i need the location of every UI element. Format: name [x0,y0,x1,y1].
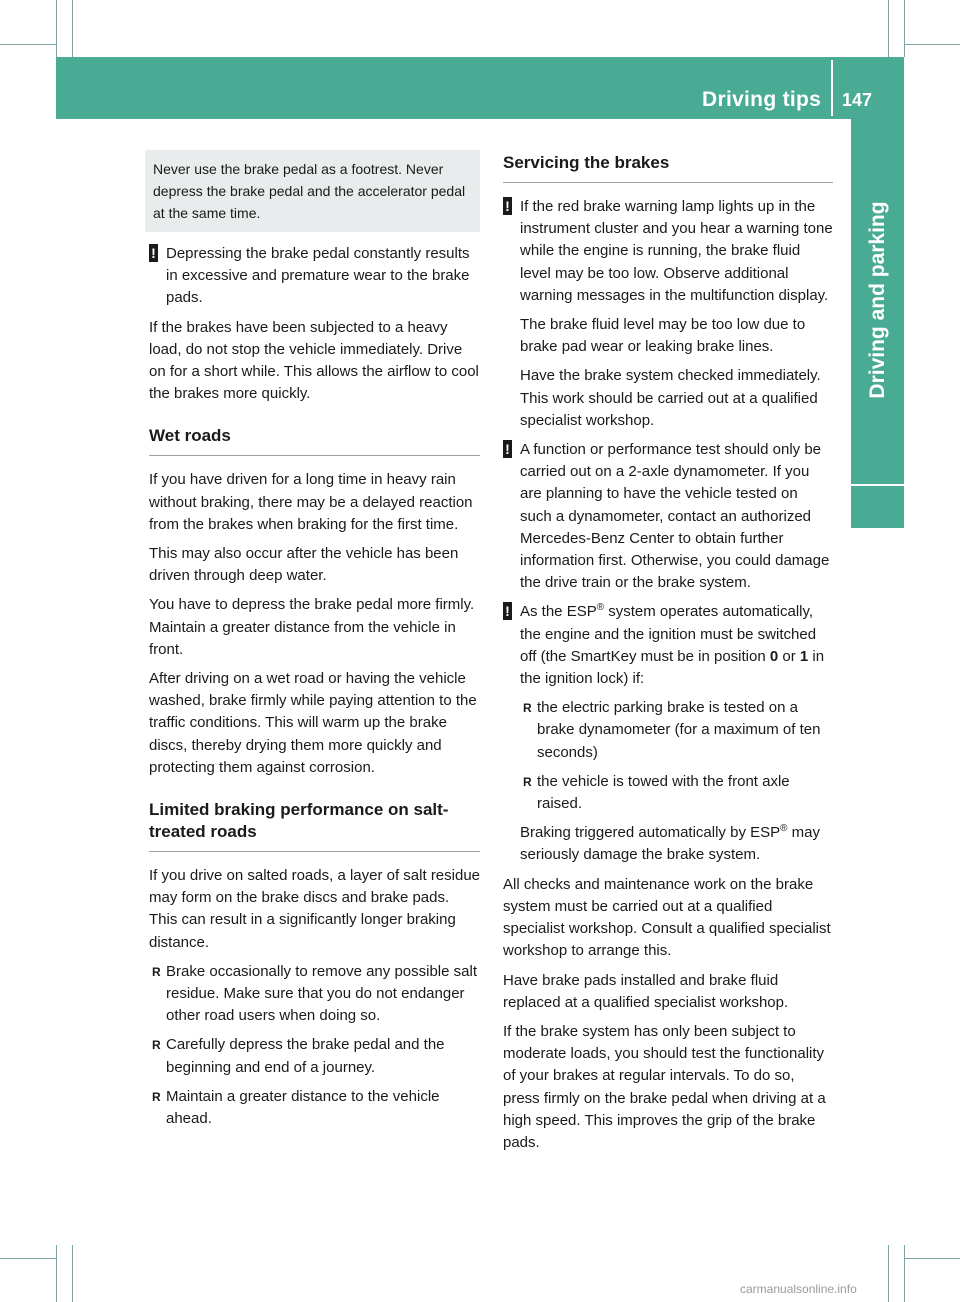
position-label: 1 [799,647,809,665]
warning-icon: ! [503,440,512,458]
chapter-tab-label: Driving and parking [866,201,889,399]
crop-mark [56,0,57,57]
paragraph: This may also occur after the vehicle has been driven through deep water. [149,545,459,585]
crop-mark [904,44,960,45]
list-item-text: the electric parking brake is tested on a brake dynamometer (for a maximum of ten seconds) [537,699,821,761]
page-number: 147 [842,90,873,110]
paragraph: After driving on a wet road or having the vehicle washed, brake firmly while paying attention to the traffic conditions. This will warm up the brake discs, thereby drying them more quickly and protecting them against corrosion. [149,670,477,776]
position-label: 0 [769,647,779,665]
list-item-text: the vehicle is towed with the front axle raised. [537,772,790,813]
text-run: As the ESP [520,603,597,621]
warning-text: The brake fluid level may be too low due to brake pad wear or leaking brake lines. [520,316,806,356]
section-title-salt-roads: Limited braking performance on salt-treated roads [149,799,480,852]
section-title-wet-roads: Wet roads [149,425,480,456]
crop-mark [0,44,56,45]
warning-block [503,439,833,594]
text-run: in the ignition lock) if: [520,647,825,688]
bullet-mark: R [152,1038,161,1053]
warning-block [503,196,833,432]
warning-text: If the red brake warning lamp lights up in the instrument cluster and you hear a warning tone while the engine is running, the brake fluid level may be too low. Observe additional warning messages in the multifunction display. [520,198,833,304]
left-column [149,150,480,1137]
crop-mark [72,0,73,57]
registered-mark: ® [780,823,788,835]
paragraph: Have brake pads installed and brake fluid replaced at a qualified specialist workshop. [503,971,789,1011]
crop-mark [888,0,889,57]
bullet-mark: R [152,1089,161,1104]
crop-mark [56,1245,57,1302]
bullet-mark: R [523,774,532,789]
list-item-text: Carefully depress the brake pedal and the beginning and end of a journey. [166,1036,445,1076]
list-item [149,961,480,1028]
warning-text [520,822,833,866]
warning-text: A function or performance test should only be carried out on a 2-axle dynamometer. If you are planning to have the vehicle tested on such a dynamometer, contact an authorized Mercedes-Benz Center to obtain further information first. Otherwise, you could damage the drive train or the brake system. [520,441,830,592]
paragraph: If the brakes have been subjected to a heavy load, do not stop the vehicle immediately. Drive on for a short while. This allows the airflow to cool the brakes more quickly. [149,318,479,403]
text-run: may seriously damage the brake system. [520,824,821,864]
text-run: Braking triggered automatically by ESP [520,824,781,842]
warning-text: Have the brake system checked immediately. This work should be carried out at a qualified specialist workshop. [520,367,821,429]
bullet-mark: R [523,701,532,716]
page-header-title: Driving tips [702,88,822,111]
warning-icon: ! [149,244,158,262]
header-divider [831,60,833,116]
crop-mark [0,1258,56,1259]
warning-text: Depressing the brake pedal constantly results in excessive and premature wear to the brake pads. [166,245,470,307]
crop-mark [72,1245,73,1302]
list-item [520,697,833,764]
list-item [149,1086,480,1130]
list-item [520,771,833,815]
section-title-servicing: Servicing the brakes [503,152,833,183]
text-run: or [778,647,800,665]
watermark: carmanualsonline.info [740,1282,857,1296]
list-item [149,1034,480,1078]
list-item-text: Brake occasionally to remove any possible salt residue. Make sure that you do not endanger other road users when doing so. [166,962,477,1025]
right-column [503,150,833,1161]
note-text: Never use the brake pedal as a footrest. Never depress the brake pedal and the accelerator pedal at the same time. [153,161,466,221]
warning-icon: ! [503,197,512,215]
warning-icon: ! [503,602,512,620]
crop-mark [888,1245,889,1302]
warning-text [520,601,833,690]
note-box [145,150,480,232]
text-run: system operates automatically, the engine and the ignition must be switched off (the SmartKey must be in position [520,603,817,665]
crop-mark [904,1245,905,1302]
paragraph: If you drive on salted roads, a layer of salt residue may form on the brake discs and brake pads. This can result in a significantly longer braking distance. [149,867,481,951]
chapter-tab-marker [851,486,904,528]
bullet-mark: R [152,964,161,979]
registered-mark: ® [596,602,605,614]
paragraph: All checks and maintenance work on the brake system must be carried out at a qualified specialist workshop. Consult a qualified specialist workshop to arrange this. [503,875,831,960]
list-item-text: Maintain a greater distance to the vehicle ahead. [166,1087,440,1128]
crop-mark [904,0,905,57]
warning-block [503,601,833,866]
warning-block [149,243,480,310]
paragraph: If the brake system has only been subject to moderate loads, you should test the functionality of your brakes at regular intervals. To do so, press firmly on the brake pedal when driving at a high speed. This improves the grip of the brake pads. [503,1022,826,1151]
paragraph: You have to depress the brake pedal more firmly. Maintain a greater distance from the vehicle in front. [149,596,475,658]
crop-mark [904,1258,960,1259]
paragraph: If you have driven for a long time in heavy rain without braking, there may be a delayed reaction from the brakes when braking for the first time. [149,471,473,533]
